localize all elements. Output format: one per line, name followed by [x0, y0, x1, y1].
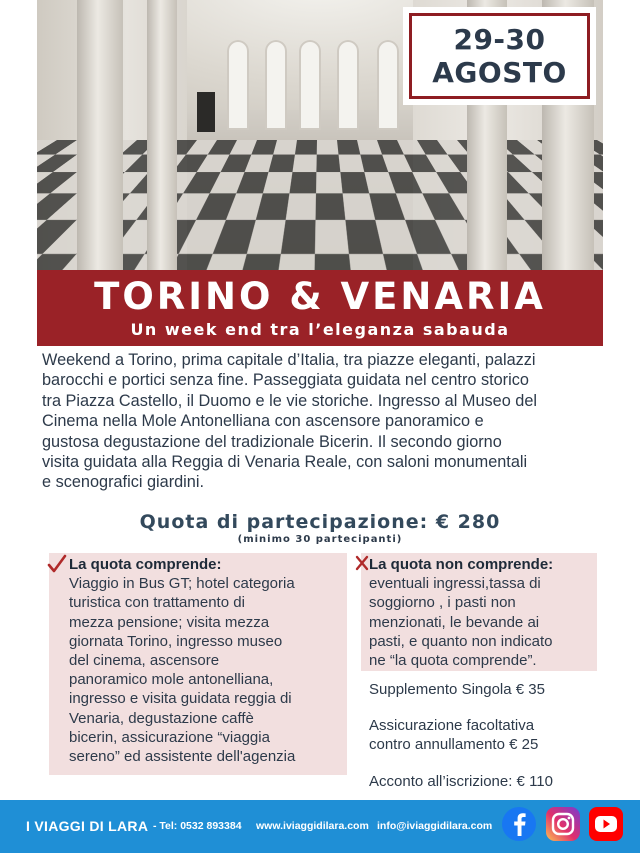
description-line: e scenografici giardini. [42, 473, 204, 492]
date-month: AGOSTO [432, 56, 567, 89]
includes-line: ingresso e visita guidata reggia di [69, 690, 292, 708]
description-line: tra Piazza Castello, il Duomo e le vie storiche. Ingresso al Museo del [42, 391, 537, 410]
deposit: Acconto all’iscrizione: € 110 [369, 773, 553, 790]
brand-name: I VIAGGI DI LARA [26, 818, 149, 834]
description-line: visita guidata alla Reggia di Venaria Reale, con saloni monumentali [42, 453, 528, 472]
includes-title: La quota comprende: [69, 556, 222, 573]
insurance-line: Assicurazione facoltativa [369, 717, 535, 734]
excludes-line: soggiorno , i pasti non [369, 594, 516, 612]
price-note: (minimo 30 partecipanti) [237, 534, 403, 545]
includes-line: giornata Torino, ingresso museo [69, 632, 283, 650]
page-title: TORINO & VENARIA [94, 275, 546, 318]
excludes-line: ne “la quota comprende”. [369, 652, 537, 670]
youtube-icon[interactable] [588, 806, 624, 842]
description-line: barocchi e portici senza fine. Passeggiata guidata nel centro storico [42, 371, 529, 390]
email-link[interactable]: info@iviaggidilara.com [377, 820, 493, 832]
date-days: 29-30 [453, 23, 546, 56]
phone: - Tel: 0532 893384 [153, 820, 242, 832]
description-line: gustosa degustazione del tradizionale Bicerin. Il secondo giorno [42, 432, 502, 451]
description-line: Weekend a Torino, prima capitale d’Italia, tra piazze eleganti, palazzi [42, 351, 536, 369]
instagram-icon[interactable] [545, 806, 581, 842]
trip-description [42, 350, 607, 493]
includes-line: bicerin, assicurazione “viaggia [69, 728, 270, 746]
excludes-title: La quota non comprende: [369, 556, 554, 573]
includes-line: mezza pensione; visita mezza [69, 613, 270, 631]
includes-line: Viaggio in Bus GT; hotel categoria [69, 575, 295, 593]
single-supplement: Supplemento Singola € 35 [369, 681, 545, 698]
date-badge [403, 7, 596, 105]
cross-icon [355, 555, 369, 571]
price-label: Quota di partecipazione: € 280 [139, 511, 501, 533]
check-icon [47, 554, 67, 574]
includes-line: del cinema, ascensore [69, 652, 220, 670]
includes-line: panoramico mole antonelliana, [69, 671, 274, 689]
excludes-line: pasti, e quanto non indicato [369, 632, 553, 650]
insurance-line: contro annullamento € 25 [369, 736, 539, 753]
website-link[interactable]: www.iviaggidilara.com [256, 820, 369, 832]
page-subtitle: Un week end tra l’eleganza sabauda [130, 320, 510, 339]
description-line: Cinema nella Mole Antonelliana con ascensore panoramico e [42, 412, 484, 431]
includes-line: turistica con trattamento di [69, 594, 245, 612]
excludes-line: menzionati, le bevande ai [369, 613, 540, 631]
facebook-icon[interactable] [501, 806, 537, 842]
includes-line: sereno” ed assistente dell'agenzia [69, 748, 296, 766]
footer [0, 800, 640, 853]
includes-box [49, 553, 347, 775]
includes-line: Venaria, degustazione caffè [69, 709, 254, 727]
excludes-box [361, 553, 597, 671]
title-banner [37, 270, 603, 346]
excludes-line: eventuali ingressi,tassa di [369, 575, 541, 593]
